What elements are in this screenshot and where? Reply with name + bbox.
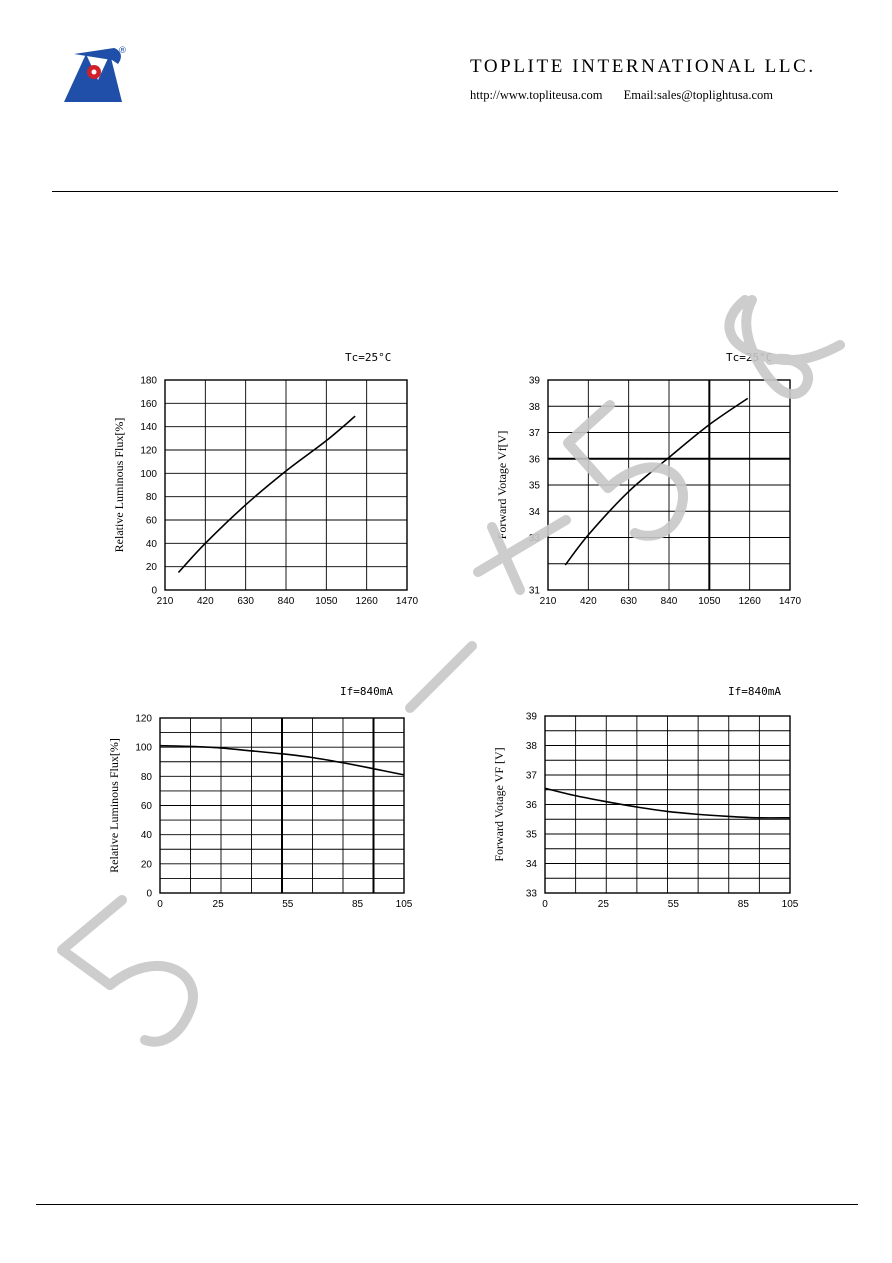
registered-mark: ® [118, 46, 127, 56]
y-tick-label: 100 [140, 468, 157, 480]
company-logo [62, 44, 134, 104]
condition-label: If=840mA [340, 685, 393, 698]
company-name: TOPLITE INTERNATIONAL LLC. [470, 56, 816, 77]
y-tick-label: 40 [140, 830, 152, 842]
x-tick-label: 210 [156, 596, 174, 607]
y-tick-label: 31 [528, 585, 540, 597]
x-tick-label: 210 [539, 596, 557, 607]
y-tick-label: 33 [528, 533, 540, 544]
y-axis-label: Relative Luminous Flux[%] [112, 417, 126, 553]
x-tick-label: 420 [196, 596, 214, 607]
y-tick-label: 180 [140, 375, 157, 387]
x-tick-label: 840 [277, 596, 295, 607]
chart-voltage-vs-temperature [488, 680, 818, 915]
y-tick-label: 60 [140, 801, 152, 812]
y-tick-label: 37 [528, 428, 540, 439]
website-link[interactable]: http://www.topliteusa.com [470, 88, 603, 102]
x-tick-label: 1260 [738, 596, 761, 607]
condition-label: Tc=25°C [726, 351, 773, 364]
x-tick-label: 1050 [315, 596, 338, 607]
y-tick-label: 120 [140, 445, 157, 457]
x-tick-label: 25 [597, 899, 609, 910]
x-tick-label: 1470 [395, 596, 419, 607]
y-tick-label: 0 [146, 888, 152, 900]
x-tick-label: 85 [351, 899, 364, 910]
y-tick-label: 36 [528, 454, 540, 466]
series-line [565, 398, 747, 565]
y-tick-label: 20 [145, 562, 157, 574]
y-tick-label: 39 [528, 375, 540, 387]
x-tick-label: 840 [660, 596, 678, 607]
y-tick-label: 34 [528, 506, 540, 518]
y-tick-label: 20 [140, 859, 152, 871]
x-tick-label: 105 [395, 899, 413, 910]
header-divider [52, 191, 838, 192]
x-tick-label: 1050 [698, 596, 721, 607]
y-tick-label: 0 [151, 585, 157, 597]
x-tick-label: 1470 [778, 596, 802, 607]
x-tick-label: 420 [579, 596, 597, 607]
x-tick-label: 0 [542, 899, 548, 910]
y-tick-label: 60 [145, 515, 157, 527]
x-tick-label: 55 [282, 899, 294, 910]
footer-divider [36, 1204, 858, 1205]
y-tick-label: 40 [145, 538, 157, 550]
y-tick-label: 36 [525, 800, 537, 811]
x-tick-label: 85 [737, 899, 749, 910]
y-tick-label: 37 [525, 770, 537, 782]
y-tick-label: 34 [525, 859, 537, 870]
email-link[interactable]: Email:sales@toplightusa.com [623, 88, 773, 102]
condition-label: Tc=25°C [345, 351, 392, 364]
y-tick-label: 35 [525, 829, 537, 841]
x-tick-label: 1260 [355, 596, 378, 607]
x-tick-label: 25 [212, 899, 224, 910]
y-tick-label: 80 [140, 771, 152, 783]
y-tick-label: 39 [525, 711, 537, 723]
y-axis-label: Relative Luminous Flux[%] [107, 738, 121, 873]
y-axis-label: Forward Votage VF [V] [492, 747, 506, 862]
chart-flux-vs-current [100, 345, 430, 620]
x-tick-label: 55 [667, 899, 679, 910]
y-tick-label: 38 [525, 741, 537, 752]
contact-line [470, 88, 773, 103]
x-tick-label: 630 [620, 596, 638, 607]
y-tick-label: 160 [140, 398, 157, 410]
chart-flux-vs-temperature [100, 680, 430, 915]
x-tick-label: 0 [157, 899, 163, 910]
logo-flag-shape [74, 48, 121, 64]
y-tick-label: 140 [140, 422, 157, 434]
y-axis-label: Forward Votage Vf[V] [495, 430, 509, 540]
y-tick-label: 80 [145, 492, 157, 504]
y-tick-label: 100 [135, 742, 152, 754]
y-tick-label: 38 [528, 401, 540, 413]
condition-label: If=840mA [728, 685, 781, 698]
y-tick-label: 33 [525, 888, 537, 900]
y-tick-label: 35 [528, 480, 540, 492]
x-tick-label: 105 [781, 899, 799, 910]
chart-voltage-vs-current [488, 345, 818, 620]
y-tick-label: 120 [135, 713, 152, 725]
x-tick-label: 630 [237, 596, 255, 607]
